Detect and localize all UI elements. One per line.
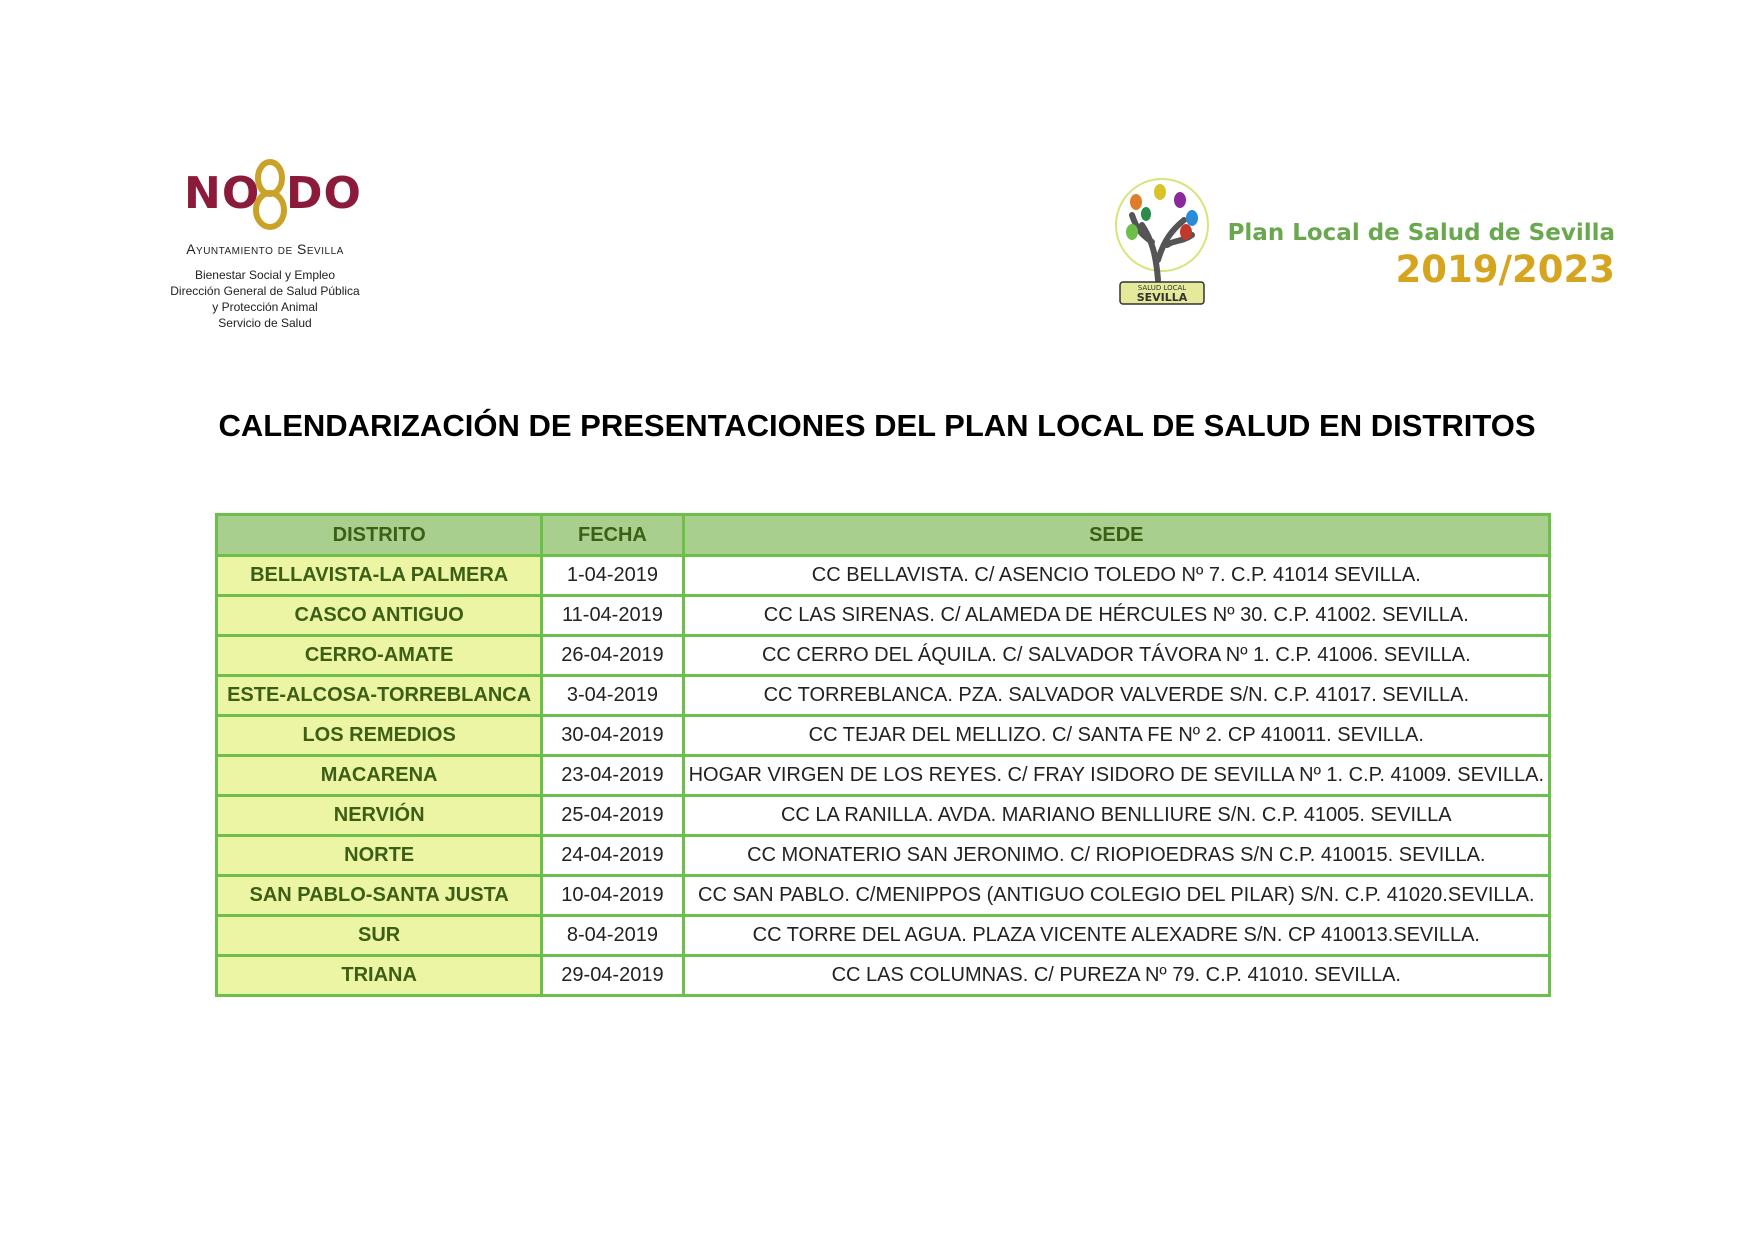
cell-distrito: CERRO-AMATE	[217, 636, 542, 676]
cell-sede: HOGAR VIRGEN DE LOS REYES. C/ FRAY ISIDORO DE SEVILLA Nº 1. C.P. 41009. SEVILLA.	[683, 756, 1549, 796]
cell-sede: CC CERRO DEL ÁQUILA. C/ SALVADOR TÁVORA Nº 1. C.P. 41006. SEVILLA.	[683, 636, 1549, 676]
cell-distrito: SUR	[217, 916, 542, 956]
cell-fecha: 25-04-2019	[542, 796, 683, 836]
cell-fecha: 11-04-2019	[542, 596, 683, 636]
header-fecha: FECHA	[542, 515, 683, 556]
table-row	[217, 756, 1550, 796]
ayuntamiento-logo	[150, 150, 380, 331]
org-line-1: Bienestar Social y Empleo	[194, 268, 336, 282]
table-row	[217, 596, 1550, 636]
plan-title: Plan Local de Salud de Sevilla	[1227, 220, 1615, 246]
plan-years: 2019/2023	[1395, 248, 1615, 291]
cell-distrito: LOS REMEDIOS	[217, 716, 542, 756]
table-row	[217, 876, 1550, 916]
table-row	[217, 796, 1550, 836]
cell-distrito: ESTE-ALCOSA-TORREBLANCA	[217, 676, 542, 716]
cell-sede: CC TORREBLANCA. PZA. SALVADOR VALVERDE S/N. C.P. 41017. SEVILLA.	[683, 676, 1549, 716]
cell-sede: CC LA RANILLA. AVDA. MARIANO BENLLIURE S/N. C.P. 41005. SEVILLA	[683, 796, 1549, 836]
svg-text:DO: DO	[286, 168, 362, 219]
cell-distrito: TRIANA	[217, 956, 542, 996]
org-line-3: y Protección Animal	[212, 300, 318, 314]
cell-fecha: 23-04-2019	[542, 756, 683, 796]
table-row	[217, 676, 1550, 716]
cell-fecha: 8-04-2019	[542, 916, 683, 956]
page-title: CALENDARIZACIÓN DE PRESENTACIONES DEL PLAN LOCAL DE SALUD EN DISTRITOS	[218, 408, 1536, 443]
table-row	[217, 956, 1550, 996]
table-row	[217, 636, 1550, 676]
cell-fecha: 30-04-2019	[542, 716, 683, 756]
cell-sede: CC LAS COLUMNAS. C/ PUREZA Nº 79. C.P. 41010. SEVILLA.	[683, 956, 1549, 996]
org-line-2: Dirección General de Salud Pública	[170, 284, 360, 298]
table-row	[217, 716, 1550, 756]
svg-text:NO: NO	[184, 168, 261, 219]
cell-distrito: NERVIÓN	[217, 796, 542, 836]
cell-sede: CC TORRE DEL AGUA. PLAZA VICENTE ALEXADRE S/N. CP 410013.SEVILLA.	[683, 916, 1549, 956]
nosdo-emblem	[150, 150, 380, 230]
table-row	[217, 556, 1550, 596]
cell-fecha: 10-04-2019	[542, 876, 683, 916]
cell-sede: CC BELLAVISTA. C/ ASENCIO TOLEDO Nº 7. C.P. 41014 SEVILLA.	[683, 556, 1549, 596]
table-header-row	[217, 515, 1550, 556]
badge-bottom-text: SEVILLA	[1136, 291, 1188, 304]
header-distrito: DISTRITO	[217, 515, 542, 556]
cell-distrito: CASCO ANTIGUO	[217, 596, 542, 636]
cell-fecha: 29-04-2019	[542, 956, 683, 996]
header-sede: SEDE	[683, 515, 1549, 556]
cell-sede: CC TEJAR DEL MELLIZO. C/ SANTA FE Nº 2. CP 410011. SEVILLA.	[683, 716, 1549, 756]
cell-fecha: 24-04-2019	[542, 836, 683, 876]
schedule-table	[215, 513, 1551, 997]
salud-local-tree-icon	[1112, 170, 1212, 305]
cell-fecha: 26-04-2019	[542, 636, 683, 676]
cell-distrito: SAN PABLO-SANTA JUSTA	[217, 876, 542, 916]
cell-fecha: 3-04-2019	[542, 676, 683, 716]
cell-fecha: 1-04-2019	[542, 556, 683, 596]
badge-top-text: SALUD LOCAL	[1137, 284, 1187, 292]
cell-distrito: MACARENA	[217, 756, 542, 796]
table-row	[217, 836, 1550, 876]
cell-sede: CC LAS SIRENAS. C/ ALAMEDA DE HÉRCULES Nº 30. C.P. 41002. SEVILLA.	[683, 596, 1549, 636]
cell-distrito: NORTE	[217, 836, 542, 876]
cell-distrito: BELLAVISTA-LA PALMERA	[217, 556, 542, 596]
cell-sede: CC SAN PABLO. C/MENIPPOS (ANTIGUO COLEGIO DEL PILAR) S/N. C.P. 41020.SEVILLA.	[683, 876, 1549, 916]
org-name: Ayuntamiento de Sevilla	[186, 241, 344, 257]
cell-sede: CC MONATERIO SAN JERONIMO. C/ RIOPIOEDRAS S/N C.P. 410015. SEVILLA.	[683, 836, 1549, 876]
org-line-4: Servicio de Salud	[218, 316, 312, 330]
table-row	[217, 916, 1550, 956]
plan-logo-text	[1205, 220, 1615, 291]
